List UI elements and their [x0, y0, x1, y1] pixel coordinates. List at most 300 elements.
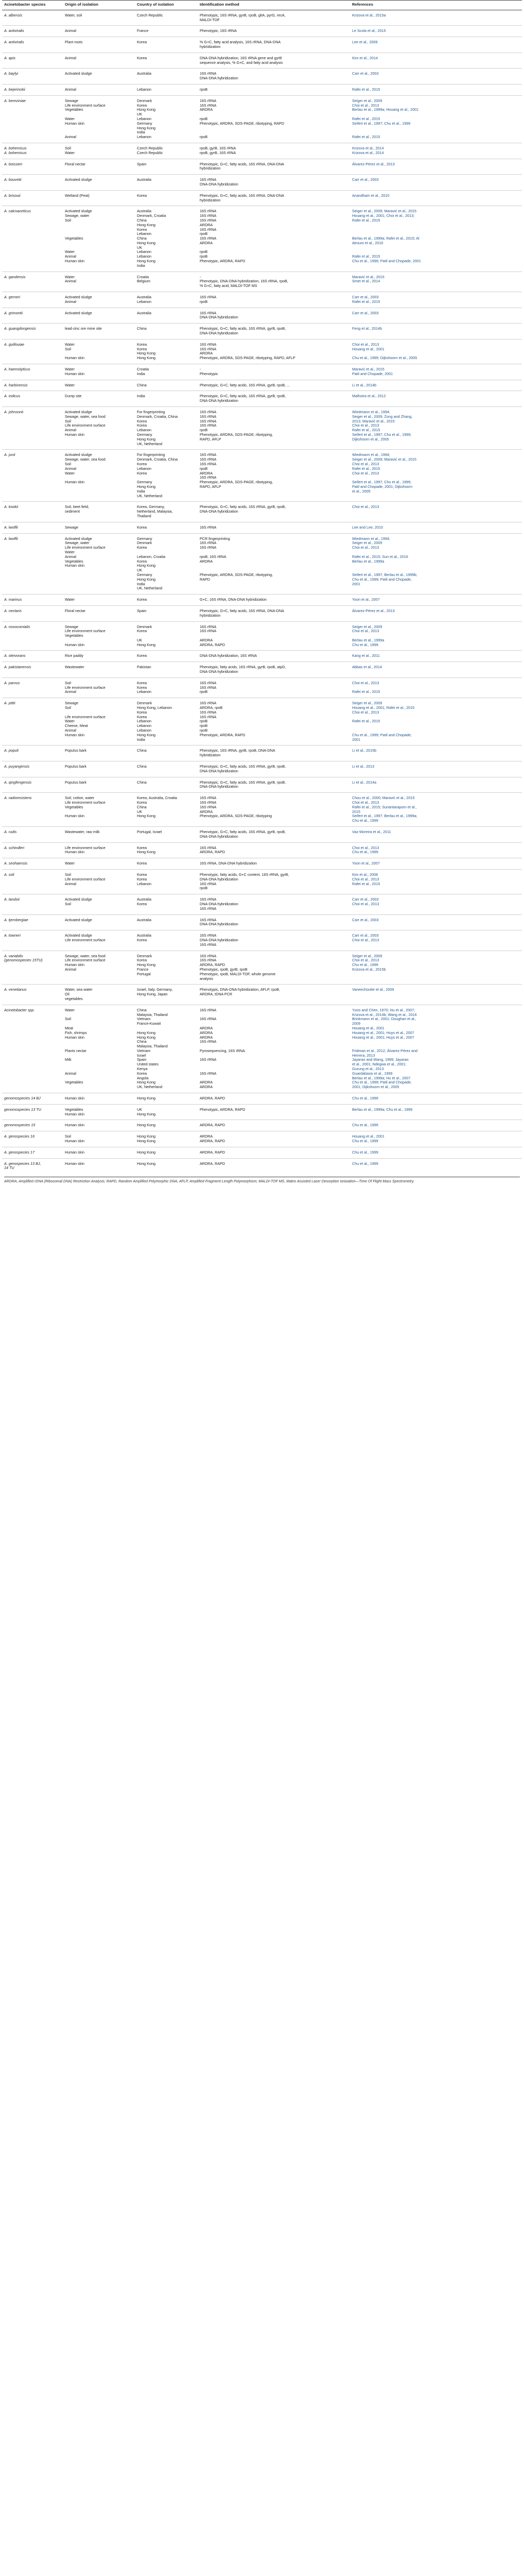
origin-cell: Activated sludge Soil	[63, 894, 135, 914]
table-header	[2, 1, 522, 10]
origin-cell: Activated sludge Sewage, water Life environment surface Water Animal Vegetables Human skin	[63, 533, 135, 595]
references-cell: Yuno and Chen, 1970; Hu et al., 2007; Krizova et al., 2014b; Wang et al., 2016 Brinkmann et al., 2001; Doughari et al., 2009 Houang et al., 2001 Houang et al., 2001; Huys et al., 2007 Houang et al., 2001; Huys et al., 2007 Fridman et al., 2012; Álvarez-Pérez and Herrera, 2013 Jayarao and Wang, 1999; Jayarao et al., 2001; Ndegwa et al., 2001; Gurung et al., 2013 Guardabassi et al., 1999 Berlau et al., 1999a; Hu et al., 2007 Chu et al., 1999; Patil and Chopade, 2001; Dijkshoorn et al., 2005	[350, 1005, 522, 1093]
references-cell: Seiger et al., 2009 Choi et al., 2013 Berlau et al., 1999a; Houang et al., 2001 Rafei et al., 2015 Seifert et al., 1997; Chu et al., 1999 Rafei et al., 2015	[350, 95, 522, 143]
species-cell: A. gerneri	[2, 292, 63, 308]
method-cell: 16S rRNA 16S rRNA ARDRA rpoB Phenotypic, ARDRA, SDS-PAGE, ribotyping, RAPD rpoB	[198, 95, 350, 143]
origin-cell: Activated sludge	[63, 308, 135, 324]
origin-cell: Human skin	[63, 1147, 135, 1158]
references-cell: Li et al., 2015b	[350, 745, 522, 761]
species-cell: A. bereziniae	[2, 95, 63, 143]
method-cell: Phenotypic, G+C, fatty acids, 16S rRNA, gyrB, rpoB, DNA-DNA hybridization	[198, 502, 350, 522]
country-cell: Korea Korea Lebanon	[135, 677, 198, 698]
references-cell: Chu et al., 1999	[350, 1158, 522, 1174]
species-cell: A. genospecies 13 BJ, 14 TU	[2, 1158, 63, 1174]
country-cell: Korea, Australia, Croatia Korea China UK Hong Kong	[135, 793, 198, 827]
references-cell: Seiger et al., 2009 Houang et al., 2001; Rafei et al., 2015 Choi et al., 2013 Rafei et al., 2015 Chu et al., 1999; Patil and Chopade, 2001	[350, 698, 522, 745]
method-cell: 16S rRNA, DNA-DNA hybridization	[198, 858, 350, 870]
table-row	[2, 827, 522, 843]
references-cell: Li et al., 2013	[350, 761, 522, 777]
species-cell: A. venetianus	[2, 985, 63, 1005]
method-cell: Phenotypic, 16S rRNA, gyrB, rpoB, DNA-DNA hybridization	[198, 745, 350, 761]
method-cell: Phenotypic, G+C, fatty acids, 16S rRNA, DNA-DNA hybridization	[198, 159, 350, 175]
species-cell: genomospecies 13 TU	[2, 1104, 63, 1120]
references-cell: Maravić et al., 2015 Patil and Chopade, 2001	[350, 364, 522, 380]
species-cell: A. albensis	[4, 12, 23, 18]
species-cell: A. guangdongensis	[2, 324, 63, 340]
table-row	[2, 621, 522, 651]
country-cell: China	[135, 745, 198, 761]
country-cell: Czech Republic Czech Republic	[135, 143, 198, 159]
table-row	[2, 159, 522, 175]
country-cell: Denmark Korea UK Hong Kong	[135, 621, 198, 651]
references-cell: Vaneechoutte et al., 2009	[350, 985, 522, 1005]
table-row	[2, 450, 522, 502]
method-cell: Phenotypic, G+C, fatty acids, 16S rRNA, DNA-DNA hybridization	[198, 605, 350, 621]
table-row	[2, 53, 522, 69]
country-cell: Hong Kong Hong Kong	[135, 1131, 198, 1147]
method-cell: Phenotypic, ARDRA, RAPD	[198, 1104, 350, 1120]
species-cell: Acinetobacter spp.	[2, 1005, 63, 1093]
country-cell: China	[135, 324, 198, 340]
table-row	[2, 10, 522, 26]
method-cell: - Phenotypic	[198, 364, 350, 380]
method-cell: Phenotypic, 16S rRNA	[198, 26, 350, 37]
origin-cell: Floral nectar	[63, 605, 135, 621]
origin-cell: Soil Life environment surface Animal	[63, 869, 135, 894]
method-cell: 16S rRNA 16S rRNA rpoB	[198, 677, 350, 698]
species-cell: A. parvus	[2, 677, 63, 698]
references-cell: Seiger et al., 2009 Choi et al., 2013 Berlau et al., 1999a Chu et al., 1999	[350, 621, 522, 651]
table-row	[2, 1131, 522, 1147]
species-cell: genomospecies 14 BJ	[2, 1093, 63, 1105]
species-cell: A. antiviralis	[2, 37, 63, 53]
origin-cell: Populus bark	[63, 777, 135, 793]
country-cell: Australia	[135, 175, 198, 191]
method-cell: 16S rRNA 16S rRNA ARDRA, RAPD Phenotypic, rpoB, gyrB, rpoB Phenotypic, rpoB, MALDI-TOF, whole genome analysis	[198, 951, 350, 985]
country-cell: Spain	[135, 159, 198, 175]
table-row	[2, 95, 522, 143]
method-cell: 16S rRNA 16S rRNA 16S rRNA ARDRA Phenotypic, ARDRA, SDS-PAGE, ribotyping	[198, 793, 350, 827]
table-row	[2, 502, 522, 522]
country-cell: China Malaysia, Thailand Vietnam France-Kuwait Hong Kong Hong Kong China Malaysia, Thailand Vietnam Israel Spain United states Kenya Korea Angola Hong Kong UK, Netherland	[135, 1005, 198, 1093]
method-cell: Phenotypic, G+C, fatty acids, 16S rRNA, gyrB, rpoB, DNA-DNA hybridization	[198, 827, 350, 843]
table-row	[2, 605, 522, 621]
country-cell: Spain	[135, 605, 198, 621]
origin-cell: Sewage Soil Life environment surface Water Cheese, Meat Animal Human skin	[63, 698, 135, 745]
references-cell: Carr et al., 2003	[350, 914, 522, 930]
origin-cell: Vegetables Human skin	[63, 1104, 135, 1120]
header-country: Country of isolation	[135, 1, 198, 10]
origin-cell: Water Human skin	[63, 364, 135, 380]
country-cell: Israel, Italy, Germany, Hong Kong, Japan	[135, 985, 198, 1005]
table-row	[2, 858, 522, 870]
table-row	[2, 84, 522, 95]
origin-cell: Life environment surface Human skin	[63, 842, 135, 858]
method-cell: Phenotypic, G+C, fatty acids, 16S rRNA, gyrB, rpoB, ...	[198, 380, 350, 391]
table-row	[2, 914, 522, 930]
country-cell: Australia	[135, 69, 198, 84]
origin-cell: Activated sludge Sewage, water Soil Vegetables Water Animal Human skin	[63, 206, 135, 272]
method-cell: rpoB, gyrB, 16S rRNA rpoB, gyrB, 16S rRNA	[198, 143, 350, 159]
table-row	[2, 761, 522, 777]
references-cell: Krizova et al., 2015a	[352, 12, 386, 18]
country-cell: Denmark Korea Hong Kong UK Lebanon Germany Hong Kong India Lebanon	[135, 95, 198, 143]
species-cell: A. tjernbergiae	[2, 914, 63, 930]
species-cell: A. harbinensis	[2, 380, 63, 391]
references-cell: Carr et al., 2003	[350, 175, 522, 191]
origin-cell: Populus bark	[63, 745, 135, 761]
species-cell: A. grimontii	[2, 308, 63, 324]
table-row	[2, 69, 522, 84]
species-cell: A. populi	[2, 745, 63, 761]
method-cell: 16S rRNA DNA-DNA hybridization 16S rRNA	[198, 930, 350, 951]
species-cell: A. johnsonii	[2, 407, 63, 450]
table-row	[2, 651, 522, 662]
references-cell: Berlau et al., 1999a; Chu et al., 1999	[350, 1104, 522, 1120]
references-cell: Álvarez-Pérez et al., 2013	[350, 159, 522, 175]
table-row	[2, 698, 522, 745]
country-cell: Australia Lebanon	[135, 292, 198, 308]
references-cell: Wiedmann et al., 1994; Seiger et al., 2009 Choi et al., 2013 Rafei et al., 2015; Sun et al., 2016 Berlau et al., 1999a Seifert et al., 1997; Berlau et al., 1999b; Chu et al., 1999; Patil and Chopade, 2001	[350, 533, 522, 595]
species-cell: A. indicus	[2, 391, 63, 407]
references-cell: Carr et al., 2003 Rafei et al., 2015	[350, 292, 522, 308]
origin-cell: Animal	[63, 26, 135, 37]
references-cell: Wiedmann et al., 1994; Seiger et al., 2009; Maravić et al., 2015 Choi et al., 2013 Rafei et al., 2015 Choi et al., 2013 Seifert et al., 1997; Chu et al., 1999; Patil and Chopade, 2001; Dijkshoorn et al., 2005	[350, 450, 522, 502]
references-cell: Krizova et al., 2014 Krizova et al., 2014	[350, 143, 522, 159]
method-cell: 16S rRNA	[198, 522, 350, 533]
method-cell: 16S rRNA DNA-DNA hybridization	[198, 308, 350, 324]
references-cell: Chou et al., 2000; Maravić et al., 2015 Choi et al., 2013 Rafei et al., 2015; Sunantaraporn et al., 2015 Seifert et al., 1997; Berlau et al., 1999a; Chu et al., 1999	[350, 793, 522, 827]
references-cell: Lee et al., 2009	[350, 37, 522, 53]
method-cell: Phenotypic, G+C, fatty acids, 16S rRNA, gyrB, rpoB, DNA-DNA hybridization	[198, 324, 350, 340]
origin-cell: Plant roots	[63, 37, 135, 53]
table-row	[2, 930, 522, 951]
origin-cell: Sewage	[63, 522, 135, 533]
country-cell: Pakistan	[135, 662, 198, 678]
origin-cell: Wastewater, raw milk	[63, 827, 135, 843]
table-row	[2, 793, 522, 827]
country-cell: Germany Denmark Korea Lebanon, Croatia Korea Hong Kong UK Germany Hong Kong India UK, Netherland	[135, 533, 198, 595]
references-cell: Kim et al., 2014	[350, 53, 522, 69]
references-cell: Rafei et al., 2015	[350, 84, 522, 95]
method-cell: 16S rRNA DNA-DNA hybridization 16S rRNA	[198, 894, 350, 914]
references-cell: Li et al., 2014b	[350, 380, 522, 391]
method-cell: Phenotypic, fatty acids, G+C content, 16S rRNA, gyrB, DNA-DNA hybridization 16S rRNA rpoB	[198, 869, 350, 894]
species-cell: A. bohemicus A. bohemicus	[2, 143, 63, 159]
country-cell: Denmark Korea Hong Kong France Portugal	[135, 951, 198, 985]
species-cell: genomospecies 15	[2, 1120, 63, 1131]
country-cell: China	[135, 777, 198, 793]
origin-cell: Activated sludge Sewage, water, sea food Soil Life environment surface Animal Human skin	[63, 407, 135, 450]
species-cell: A. pakistanensis	[2, 662, 63, 678]
origin-cell: Rice paddy	[63, 651, 135, 662]
method-cell: ARDRA, RAPD	[198, 1093, 350, 1105]
references-cell: Feng et al., 2014b	[350, 324, 522, 340]
origin-cell: Human skin	[63, 1093, 135, 1105]
country-cell: Australia	[135, 308, 198, 324]
method-cell: Phenotypic, G+C, fatty acids, 16S rRNA, DNA-DNA hybridization	[198, 190, 350, 206]
method-cell: Phenotypic, G+C, fatty acids, 16S rRNA, gyrB, rpoB, DNA-DNA hybridization	[198, 761, 350, 777]
species-cell: A. brisouii	[2, 190, 63, 206]
table-row	[2, 595, 522, 606]
references-cell: Choi et al., 2013 Houang et al., 2001 Chu et al., 1999; Dijkshoorn et al., 2005	[350, 339, 522, 364]
origin-cell: Water, sea water Oil vegetables	[63, 985, 135, 1005]
table-row	[2, 37, 522, 53]
origin-cell: Human skin	[63, 1158, 135, 1174]
country-cell: Croatia India	[135, 364, 198, 380]
method-cell: - Phenotypic, DNA-DNA hybridization, 16S rRNA, rpoB, % G+C, fatty acid, MALDI-TOF MS	[198, 272, 350, 292]
method-cell: ARDRA, RAPD	[198, 1120, 350, 1131]
species-cell: A. bejerinckii	[2, 84, 63, 95]
origin-cell: Water Soil Meat Fish, shrimps Human skin Plants nectar Milk Animal Vegetables	[63, 1005, 135, 1093]
origin-cell: Water	[63, 595, 135, 606]
country-cell: Australia	[135, 914, 198, 930]
table-row	[2, 1147, 522, 1158]
origin-cell: Water Soil Human skin	[63, 339, 135, 364]
method-cell: PCR fingerprinting 16S rRNA 16S rRNA rpoB, 16S rRNA ARDRA Phenotypic, ARDRA, SDS-PAGE, ribotyping, RAPD	[198, 533, 350, 595]
references-cell: Anandham et al., 2010	[350, 190, 522, 206]
species-cell: A. marinus	[2, 595, 63, 606]
country-cell: Australia Korea	[135, 894, 198, 914]
method-cell: Phenotypic, DNA-DNA hybridization, AFLP, rpoB, ARDRA, tDNA PCR	[198, 985, 350, 1005]
table-row	[2, 985, 522, 1005]
method-cell: 16S rRNA ARDRA, RAPD	[198, 842, 350, 858]
species-cell: A. kookii	[2, 502, 63, 522]
references-cell: Choi et al., 2013	[350, 502, 522, 522]
references-cell: Yoon et al., 2007	[350, 858, 522, 870]
references-cell: Álvarez-Pérez et al., 2013	[350, 605, 522, 621]
table-row	[2, 272, 522, 292]
method-cell: % G+C, fatty acid analysis, 16S rRNA, DNA-DNA hybridization	[198, 37, 350, 53]
table-row	[2, 522, 522, 533]
method-cell: ARDRA, RAPD	[198, 1147, 350, 1158]
country-cell: Hong Kong	[135, 1147, 198, 1158]
table-row	[2, 1093, 522, 1105]
species-cell: A. nosocomialis	[2, 621, 63, 651]
table-row	[2, 364, 522, 380]
species-cell: A. calcoaceticus	[2, 206, 63, 272]
method-cell: 16S rRNA 16S rRNA ARDRA Phenotypic, ARDRA, SDS-PAGE, ribotyping, RAPD, AFLP	[198, 339, 350, 364]
country-cell: Korea Hong Kong	[135, 842, 198, 858]
origin-cell: Soil Water	[63, 143, 135, 159]
table-row	[2, 842, 522, 858]
country-cell: Korea	[135, 858, 198, 870]
origin-cell: Activated sludge Sewage, water, sea food Soil Animal Water Human skin	[63, 450, 135, 502]
references-cell: Choi et al., 2013 Chu et al., 1999	[350, 842, 522, 858]
species-cell: A. antiviralis	[2, 26, 63, 37]
table-row	[2, 143, 522, 159]
country-cell: Portugal, Israel	[135, 827, 198, 843]
references-cell: Yoon et al., 2007	[350, 595, 522, 606]
country-cell: Hong Kong	[135, 1093, 198, 1105]
country-cell: France	[135, 26, 198, 37]
origin-cell: Water	[63, 858, 135, 870]
country-cell: India	[135, 391, 198, 407]
country-cell: Czech Republic	[137, 12, 163, 18]
species-cell: A. oleivorans	[2, 651, 63, 662]
country-cell: Denmark Hong Kong, Lebanon Korea Korea Lebanon Lebanon Lebanon Hong Kong India	[135, 698, 198, 745]
table-row	[2, 391, 522, 407]
method-cell: Phenotypic, fatty acids, 16S rRNA, gyrB, rpoB, atpD, DNA-DNA hybridization	[198, 662, 350, 678]
references-cell: Carr et al., 2003	[350, 69, 522, 84]
country-cell: Korea	[135, 522, 198, 533]
method-cell: 16S rRNA 16S rRNA 16S rRNA ARDRA 16S rRNA rpoB 16S rRNA ARDRA rpoB rpoB Phenotypic, ARDRA, RAPD	[198, 206, 350, 272]
species-cell: A. puyangensis	[2, 761, 63, 777]
origin-cell: Soil Human skin	[63, 1131, 135, 1147]
method-cell: ARDRA ARDRA, RAPD	[198, 1131, 350, 1147]
origin-cell: Sewage Life environment surface Vegetables Human skin	[63, 621, 135, 651]
table-row	[2, 533, 522, 595]
country-cell: Hong Kong	[135, 1120, 198, 1131]
species-cell: A. guillouiae	[2, 339, 63, 364]
species-cell: A. pittii	[2, 698, 63, 745]
table-row	[2, 292, 522, 308]
origin-cell: Dump site	[63, 391, 135, 407]
method-cell: 16S rRNA 16S rRNA 16S rRNA 16S rRNA rpoB Phenotypic, ARDRA, SDS-PAGE, ribotyping, RAPD, AFLP	[198, 407, 350, 450]
origin-cell: Water, soil	[65, 12, 82, 18]
method-cell: DNA-DNA hybridization, 16S rRNA gene and gyrB sequence analysis, % G+C, and fatty acid analysis	[198, 53, 350, 69]
references-cell: Kang et al., 2011	[350, 651, 522, 662]
species-cell: A. bouvetii	[2, 175, 63, 191]
country-cell: Korea	[135, 37, 198, 53]
species-cell: A. schindleri	[2, 842, 63, 858]
table-row	[2, 339, 522, 364]
table-row	[2, 1120, 522, 1131]
origin-cell: Sewage, water, sea food Life environment surface Human skin Animal	[63, 951, 135, 985]
references-cell: Wiedmann et al., 1994; Seiger et al., 2009; Zong and Zhang, 2013; Maravić et al., 2015 Choi et al., 2013 Rafei et al., 2015 Seifert et al., 1997; Chu et al., 1999; Dijkshoorn et al., 2005	[350, 407, 522, 450]
country-cell: Australia Korea	[135, 930, 198, 951]
species-cell: A. towneri	[2, 930, 63, 951]
species-cell: A. nectaris	[2, 605, 63, 621]
method-cell: 16S rRNA 16S rRNA ARDRA ARDRA ARDRA 16S rRNA Pyrosequencing, 16S rRNA 16S rRNA 16S rRNA ARDRA ARDRA	[198, 1005, 350, 1093]
table-row	[2, 677, 522, 698]
origin-cell: Soil, beet field, sediment	[63, 502, 135, 522]
species-cell: A. rudis	[2, 827, 63, 843]
header-method: Identification method	[198, 1, 350, 10]
header-references: References	[350, 1, 522, 10]
references-cell: Seiger et al., 2009; Maravić et al., 2015 Houang et al., 2001; Choi et al., 2013; Rafei et al., 2015 Berlau et al., 1999a; Rafei et al., 2015; Al Atrouni et al., 2016 Rafei et al., 2015 Chu et al., 1999; Patil and Chopade, 2001	[350, 206, 522, 272]
origin-cell: Animal	[63, 53, 135, 69]
species-cell: A. baylyi	[2, 69, 63, 84]
origin-cell: Activated sludge Life environment surface	[63, 930, 135, 951]
table-row	[2, 777, 522, 793]
country-cell: Korea	[135, 190, 198, 206]
method-cell: Phenotypic, G+C, fatty acids, 16S rRNA, gyrB, rpoB, DNA-DNA hybridization	[198, 777, 350, 793]
header-species: Acinetobacter species	[2, 1, 63, 10]
origin-cell: Soil Life environment surface Animal	[63, 677, 135, 698]
origin-cell: Human skin	[63, 1120, 135, 1131]
origin-cell: lead-zinc ore mine site	[63, 324, 135, 340]
species-cell: A. gandensis	[2, 272, 63, 292]
species-cell: A. apis	[2, 53, 63, 69]
table-row	[2, 175, 522, 191]
origin-cell: Wetland (Peat)	[63, 190, 135, 206]
method-cell: 16S rRNA rpoB	[198, 292, 350, 308]
references-cell: Abbas et al., 2014	[350, 662, 522, 678]
table-row	[2, 745, 522, 761]
species-cell: A. qingfengensis	[2, 777, 63, 793]
references-cell: Lee and Lee, 2010	[350, 522, 522, 533]
table-row	[2, 1005, 522, 1093]
references-cell: Choi et al., 2013 Rafei et al., 2015	[350, 677, 522, 698]
species-cell: A. lwoffii	[2, 533, 63, 595]
origin-cell: Water Animal	[63, 272, 135, 292]
table-row	[2, 662, 522, 678]
species-cell: A. haemolyticus	[2, 364, 63, 380]
method-cell: Phenotypic, 16S rRNA, gyrB, rpoB, gltA, pyrG, recA, MALDI-TOF	[200, 12, 286, 22]
species-table	[2, 0, 522, 1174]
species-cell: A. tandoii	[2, 894, 63, 914]
species-cell: A. seohaensis	[2, 858, 63, 870]
origin-cell: Activated sludge	[63, 175, 135, 191]
references-cell: Carr et al., 2003 Choi et al., 2013	[350, 930, 522, 951]
method-cell: Phenotypic, G+C, fatty acids, 16S rRNA, gyrB, rpoB, DNA-DNA hybridization	[198, 391, 350, 407]
country-cell: Korea Korea Hong Kong Hong Kong	[135, 339, 198, 364]
table-row	[2, 190, 522, 206]
references-cell: Maravić et al., 2015 Smet et al., 2014	[350, 272, 522, 292]
references-cell: Malhotra et al., 2012	[350, 391, 522, 407]
references-cell: Kim et al., 2008 Choi et al., 2013 Rafei et al., 2015	[350, 869, 522, 894]
country-cell: China	[135, 761, 198, 777]
country-cell: China	[135, 380, 198, 391]
method-cell: 16S rRNA DNA-DNA hybridization	[198, 914, 350, 930]
table-row	[2, 206, 522, 272]
species-cell: A. soli	[2, 869, 63, 894]
table-row	[2, 308, 522, 324]
origin-cell: Sewage Life environment surface Vegetables Water Human skin Animal	[63, 95, 135, 143]
table-row	[2, 1158, 522, 1174]
species-cell: A. boissieri	[2, 159, 63, 175]
country-cell: Hong Kong	[135, 1158, 198, 1174]
origin-cell: Soil, cotton, water Life environment surface Vegetables Human skin	[63, 793, 135, 827]
method-cell: G+C, 16S rRNA, DNA-DNA hybridization	[198, 595, 350, 606]
references-cell: Vaz-Moreira et al., 2011	[350, 827, 522, 843]
species-cell: A. junii	[2, 450, 63, 502]
country-cell: UK Hong Kong	[135, 1104, 198, 1120]
header-row	[2, 1, 522, 10]
method-cell: 16S rRNA 16S rRNA 16S rRNA rpoB ARDRA 16S rRNA Phenotypic, ARDRA, SDS-PAGE, ribotyping, RAPD, AFLP	[198, 450, 350, 502]
species-cell: A. variabilis (genomospecies 15TU)	[2, 951, 63, 985]
references-cell: Chu et al., 1999	[350, 1147, 522, 1158]
country-cell: Korea	[135, 651, 198, 662]
origin-cell: Water	[63, 380, 135, 391]
method-cell: 16S rRNA DNA-DNA hybridization	[198, 69, 350, 84]
table-body	[2, 10, 522, 1174]
origin-cell: Floral nectar	[63, 159, 135, 175]
table-row	[2, 894, 522, 914]
species-cell: A. genospecies 16	[2, 1131, 63, 1147]
country-cell: Korea	[135, 595, 198, 606]
origin-cell: Activated sludge	[63, 69, 135, 84]
method-cell: 16S rRNA 16S rRNA ARDRA ARDRA, RAPD	[198, 621, 350, 651]
header-origin: Origin of isolation	[63, 1, 135, 10]
references-cell: Chu et al., 1999	[350, 1093, 522, 1105]
origin-cell: Populus bark	[63, 761, 135, 777]
table-row	[2, 26, 522, 37]
country-cell: Korea, Germany, Netherland, Malaysia, Thailand	[135, 502, 198, 522]
country-cell: Lebanon	[135, 84, 198, 95]
references-cell: Carr et al., 2003 Choi et al., 2013	[350, 894, 522, 914]
table-row	[2, 1104, 522, 1120]
table-row	[2, 951, 522, 985]
references-cell: Li et al., 2014a	[350, 777, 522, 793]
country-cell: For fingerprinting Denmark, Croatia, China Korea Lebanon Korea Germany Hong Kong India UK, Netherland	[135, 450, 198, 502]
country-cell: Korea Korea Lebanon	[135, 869, 198, 894]
country-cell: Korea	[135, 53, 198, 69]
species-cell: A. genospecies 17	[2, 1147, 63, 1158]
species-cell: A. lwoffii	[2, 522, 63, 533]
method-cell: 16S rRNA DNA-DNA hybridization	[198, 175, 350, 191]
